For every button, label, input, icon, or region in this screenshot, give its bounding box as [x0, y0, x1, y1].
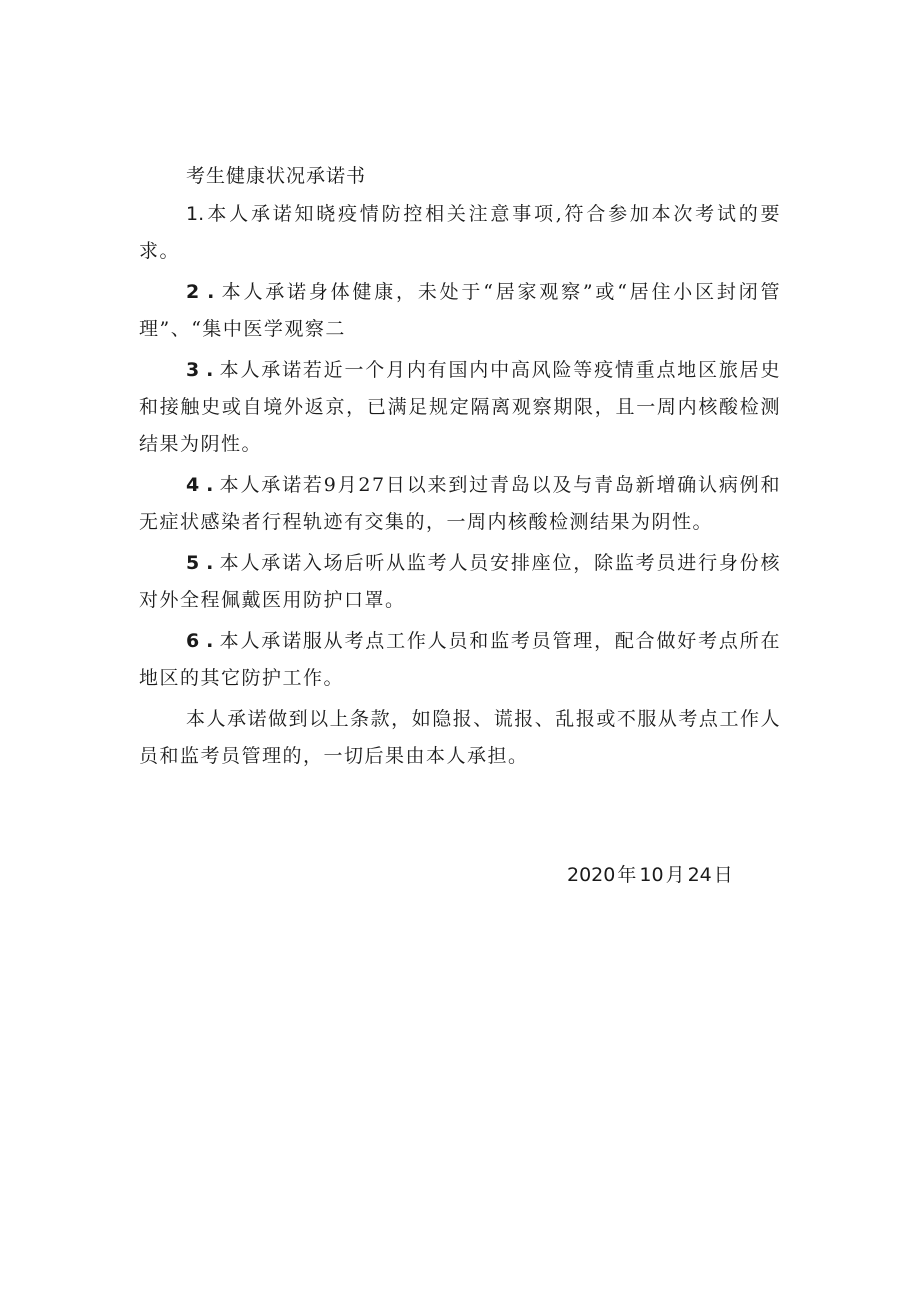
date-year: 2020 — [567, 864, 616, 886]
item-number: 5 . — [186, 552, 214, 574]
item-number: 2 . — [186, 281, 215, 303]
item-text: 本人承诺入场后听从监考人员安排座位，除监考员进行身份核对外全程佩戴医用防护口罩。 — [139, 552, 781, 611]
item-number: 6 . — [186, 630, 214, 652]
item-text: 本人承诺服从考点工作人员和监考员管理，配合做好考点所在地区的其它防护工作。 — [139, 630, 781, 689]
closing-statement: 本人承诺做到以上条款，如隐报、谎报、乱报或不服从考点工作人员和监考员管理的，一切后果由本人承担。 — [139, 708, 781, 767]
item-number: 4 . — [186, 474, 214, 496]
item-text: 本人承诺知晓疫情防控相关注意事项,符合参加本次考试的要求。 — [139, 203, 781, 262]
document-body — [139, 156, 781, 779]
signature-date — [567, 860, 734, 890]
commitment-item-3 — [139, 352, 781, 463]
item-text: 本人承诺若9月27日以来到过青岛以及与青岛新增确认病例和无症状感染者行程轨迹有交集的，一周内核酸检测结果为阴性。 — [139, 474, 781, 533]
commitment-item-2 — [139, 274, 781, 348]
date-day: 24 — [687, 864, 712, 886]
item-number: 1. — [186, 203, 205, 225]
commitment-item-1 — [139, 196, 781, 270]
commitment-item-6 — [139, 623, 781, 697]
date-year-unit: 年 — [617, 864, 638, 886]
date-month: 10 — [639, 864, 664, 886]
commitment-item-4 — [139, 467, 781, 541]
item-text: 本人承诺身体健康，未处于“居家观察”或“居住小区封闭管理”、“集中医学观察二 — [139, 281, 781, 340]
commitment-item-5 — [139, 545, 781, 619]
document-title: 考生健康状况承诺书 — [186, 165, 367, 187]
item-text: 本人承诺若近一个月内有国内中高风险等疫情重点地区旅居史和接触史或自境外返京，已满足规定隔离观察期限，且一周内核酸检测结果为阴性。 — [139, 359, 781, 455]
date-day-unit: 日 — [713, 864, 734, 886]
item-number: 3 . — [186, 359, 214, 381]
date-month-unit: 月 — [665, 864, 686, 886]
